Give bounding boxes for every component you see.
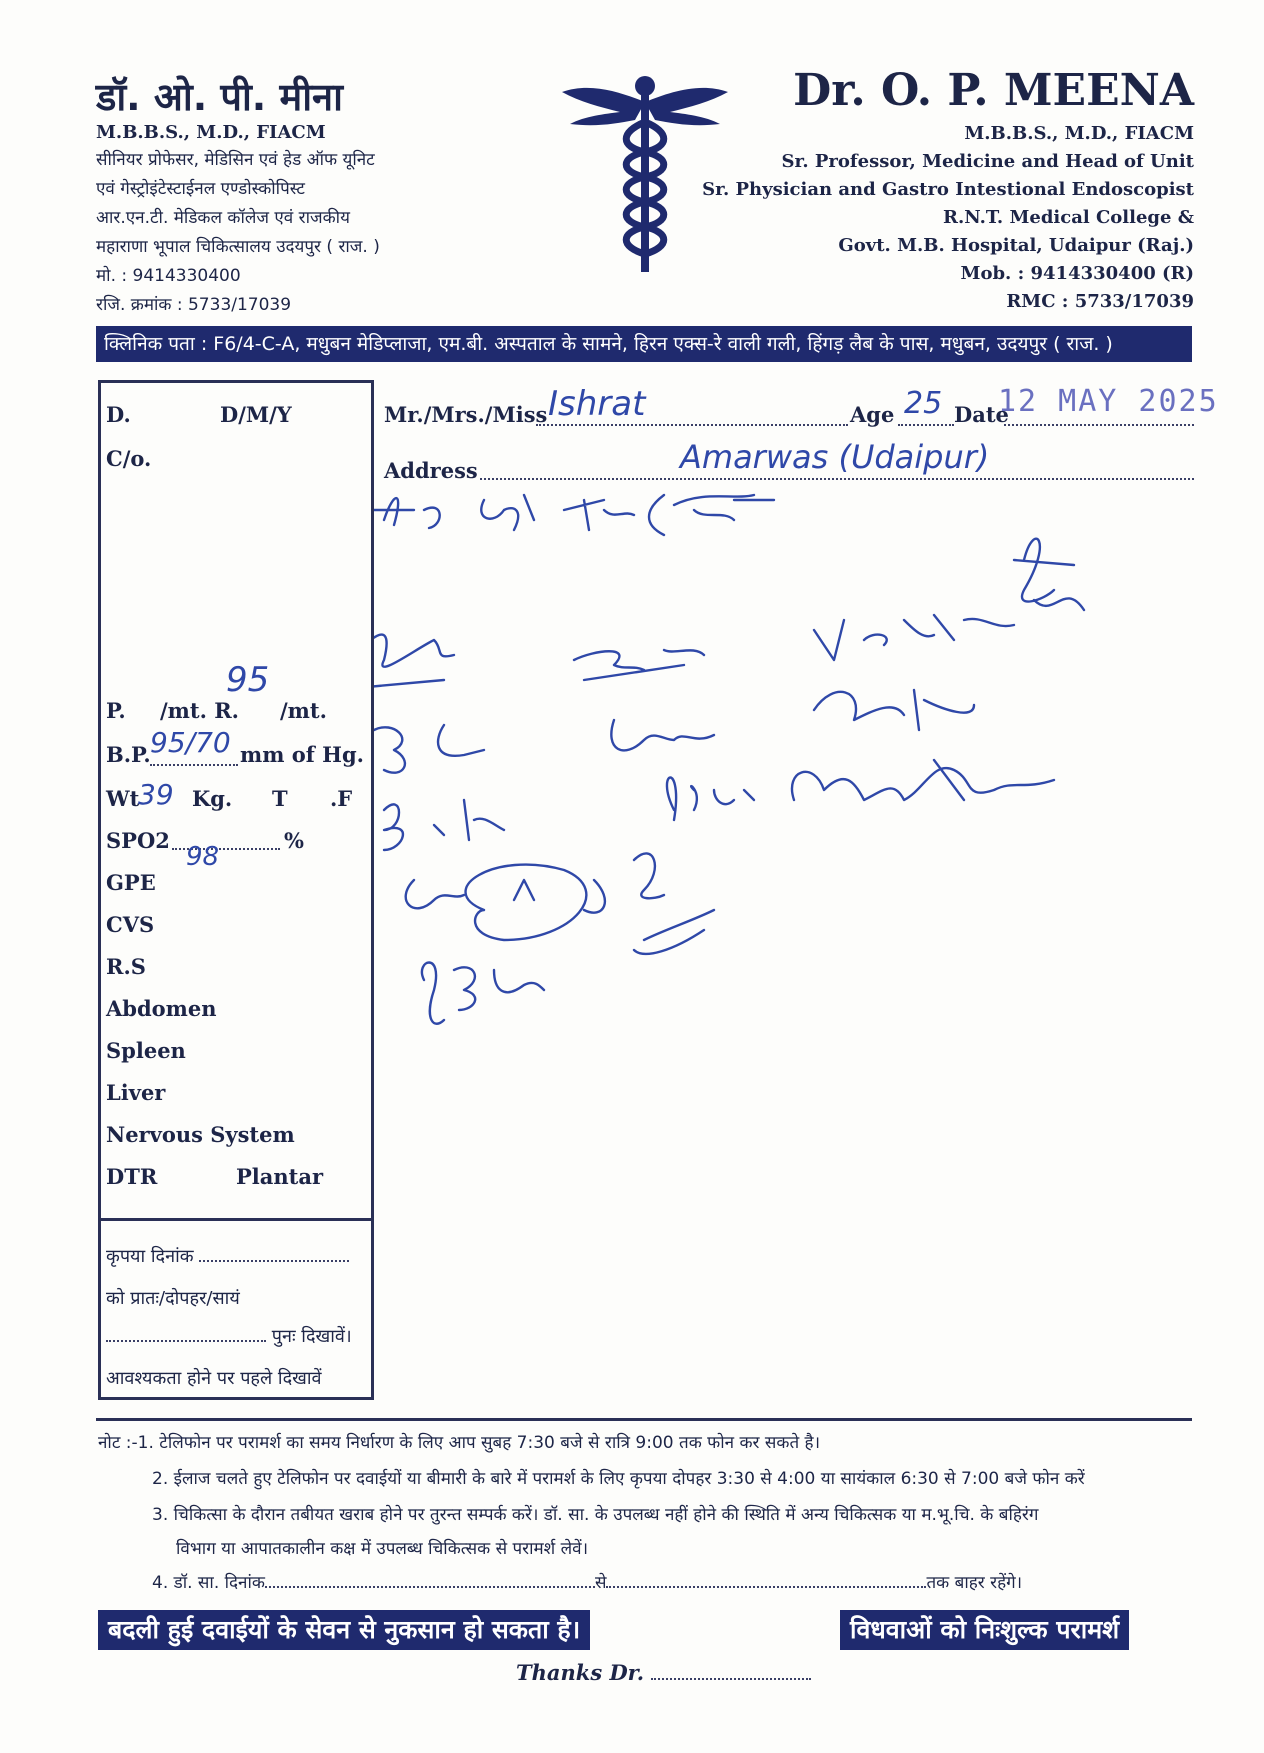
thanks-dr-label: Thanks Dr. [516, 1660, 645, 1685]
doctor-name-english: Dr. O. P. MEENA [793, 65, 1194, 116]
patient-age-label: Age [850, 402, 895, 427]
warning-banner: बदली हुई दवाईयों के सेवन से नुकसान हो सकता है। [98, 1610, 590, 1650]
bp-label: B.P. [106, 742, 151, 767]
doctor-name-hindi: डॉ. ओ. पी. मीना [96, 75, 343, 119]
pulse-value: 95 [226, 660, 270, 700]
exam-cvs-label: CVS [106, 912, 155, 937]
spo2-label: SPO2 [106, 828, 170, 853]
designation-english-4: Govt. M.B. Hospital, Udaipur (Raj.) [838, 235, 1194, 256]
followup-again-label: पुनः दिखावें। [271, 1326, 352, 1347]
fahrenheit-label: .F [330, 786, 353, 811]
thanks-dr-line [516, 1660, 811, 1685]
patient-date-label: Date [954, 402, 1009, 427]
exam-dtr-label: DTR [106, 1164, 158, 1189]
exam-d-label: D. [106, 402, 131, 427]
weight-unit-label: Kg. [192, 786, 233, 811]
bp-unit-label: mm of Hg. [240, 742, 364, 767]
clinic-address-bar: क्लिनिक पता : F6/4-C-A, मधुबन मेडिप्लाजा, एम.बी. अस्पताल के सामने, हिरन एक्स-रे वाली गली, हिंगड़ लैब के पास, मधुबन, उदयपुर ( राज. ) [96, 326, 1192, 362]
weight-label: Wt [106, 786, 140, 811]
weight-value: 39 [138, 778, 174, 811]
followup-date-blank [199, 1260, 349, 1262]
designation-english-3: R.N.T. Medical College & [943, 207, 1194, 228]
exam-abdomen-label: Abdomen [106, 996, 217, 1021]
notes-separator [96, 1418, 1192, 1421]
note-4-from-label: से [594, 1573, 607, 1593]
designation-english-1: Sr. Professor, Medicine and Head of Unit [781, 151, 1194, 172]
note-2: 2. ईलाज चलते हुए टेलिफोन पर दवाईयों या बीमारी के बारे में परामर्श के लिए कृपया दोपहर 3:30 से 4:00 या सायंकाल 6:30 से 7:00 बजे फोन करें [152, 1469, 1085, 1489]
exam-gpe-label: GPE [106, 870, 156, 895]
designation-hindi-3: आर.एन.टी. मेडिकल कॉलेज एवं राजकीय [96, 208, 350, 228]
pulse-mid-label: /mt. R. [160, 698, 239, 723]
exam-rs-label: R.S [106, 954, 146, 979]
exam-spleen-label: Spleen [106, 1038, 186, 1063]
patient-address-label: Address [384, 458, 478, 483]
note-4-from-blank [265, 1586, 595, 1588]
followup-date-label: कृपया दिनांक [106, 1246, 194, 1267]
note-4 [152, 1570, 1022, 1593]
followup-line4: आवश्यकता होने पर पहले दिखावें [106, 1368, 322, 1389]
exam-plantar-label: Plantar [236, 1164, 324, 1189]
pulse-label: P. [106, 698, 126, 723]
free-consultation-banner: विधवाओं को निःशुल्क परामर्श [840, 1610, 1129, 1650]
spo2-unit-label: % [284, 828, 304, 853]
handwritten-notes-drawing [374, 480, 1204, 1050]
followup-line3 [106, 1324, 352, 1348]
examination-divider [98, 1218, 374, 1221]
followup-again-blank [106, 1340, 266, 1342]
designation-english-2: Sr. Physician and Gastro Intestional Endoscopist [702, 179, 1194, 200]
note-4-to-label: तक बाहर रहेंगे। [926, 1573, 1023, 1593]
degrees-hindi-block: M.B.B.S., M.D., FIACM [96, 122, 326, 143]
designation-hindi-2: एवं गेस्ट्रोइंटेस्टाईनल एण्डोस्कोपिस्ट [96, 179, 305, 199]
designation-hindi-1: सीनियर प्रोफेसर, मेडिसिन एवं हेड ऑफ यूनिट [96, 150, 375, 170]
exam-nervous-label: Nervous System [106, 1122, 295, 1147]
pulse-end-label: /mt. [280, 698, 327, 723]
patient-name-value: Ishrat [548, 384, 646, 424]
patient-date-line [1004, 424, 1194, 426]
followup-line2: को प्रातः/दोपहर/सायं [106, 1288, 240, 1309]
header-hindi [96, 74, 516, 320]
note-3: 3. चिकित्सा के दौरान तबीयत खराब होने पर तुरन्त सम्पर्क करें। डॉ. सा. के उपलब्ध नहीं होने की स्थिति में अन्य चिकित्सक या म.भू.चि. के बहिरंग [152, 1505, 1039, 1525]
patient-age-line [898, 424, 954, 426]
note-3-continued: विभाग या आपातकालीन कक्ष में उपलब्ध चिकित्सक से परामर्श लेवें। [176, 1539, 589, 1559]
spo2-value: 98 [186, 842, 220, 872]
note-4-date-label: 4. डॉ. सा. दिनांक [152, 1573, 265, 1593]
patient-name-label: Mr./Mrs./Miss [384, 402, 548, 427]
thanks-dr-blank [651, 1678, 811, 1680]
exam-liver-label: Liver [106, 1080, 166, 1105]
mobile-english: Mob. : 9414330400 (R) [960, 263, 1194, 284]
designation-hindi-4: महाराणा भूपाल चिकित्सालय उदयपुर ( राज. ) [96, 237, 380, 257]
exam-dmy-label: D/M/Y [220, 402, 292, 427]
patient-name-line [536, 424, 848, 426]
exam-co-label: C/o. [106, 446, 152, 471]
temperature-label: T [272, 786, 288, 811]
bp-value: 95/70 [150, 726, 231, 759]
date-stamp: 12 MAY 2025 [998, 384, 1219, 419]
header-english [700, 62, 1194, 316]
bp-dotted-line [150, 764, 238, 766]
patient-address-value: Amarwas (Udaipur) [680, 438, 990, 476]
followup-line1 [106, 1244, 349, 1268]
note-4-to-blank [606, 1586, 926, 1588]
rmc-english: RMC : 5733/17039 [1006, 291, 1194, 312]
registration-hindi: रजि. क्रमांक : 5733/17039 [96, 295, 292, 315]
degrees-english: M.B.B.S., M.D., FIACM [964, 123, 1194, 144]
note-1: नोट :-1. टेलिफोन पर परामर्श का समय निर्धारण के लिए आप सुबह 7:30 बजे से रात्रि 9:00 तक फोन कर सकते है। [98, 1433, 821, 1453]
patient-age-value: 25 [904, 386, 943, 421]
mobile-hindi: मो. : 9414330400 [96, 266, 241, 286]
